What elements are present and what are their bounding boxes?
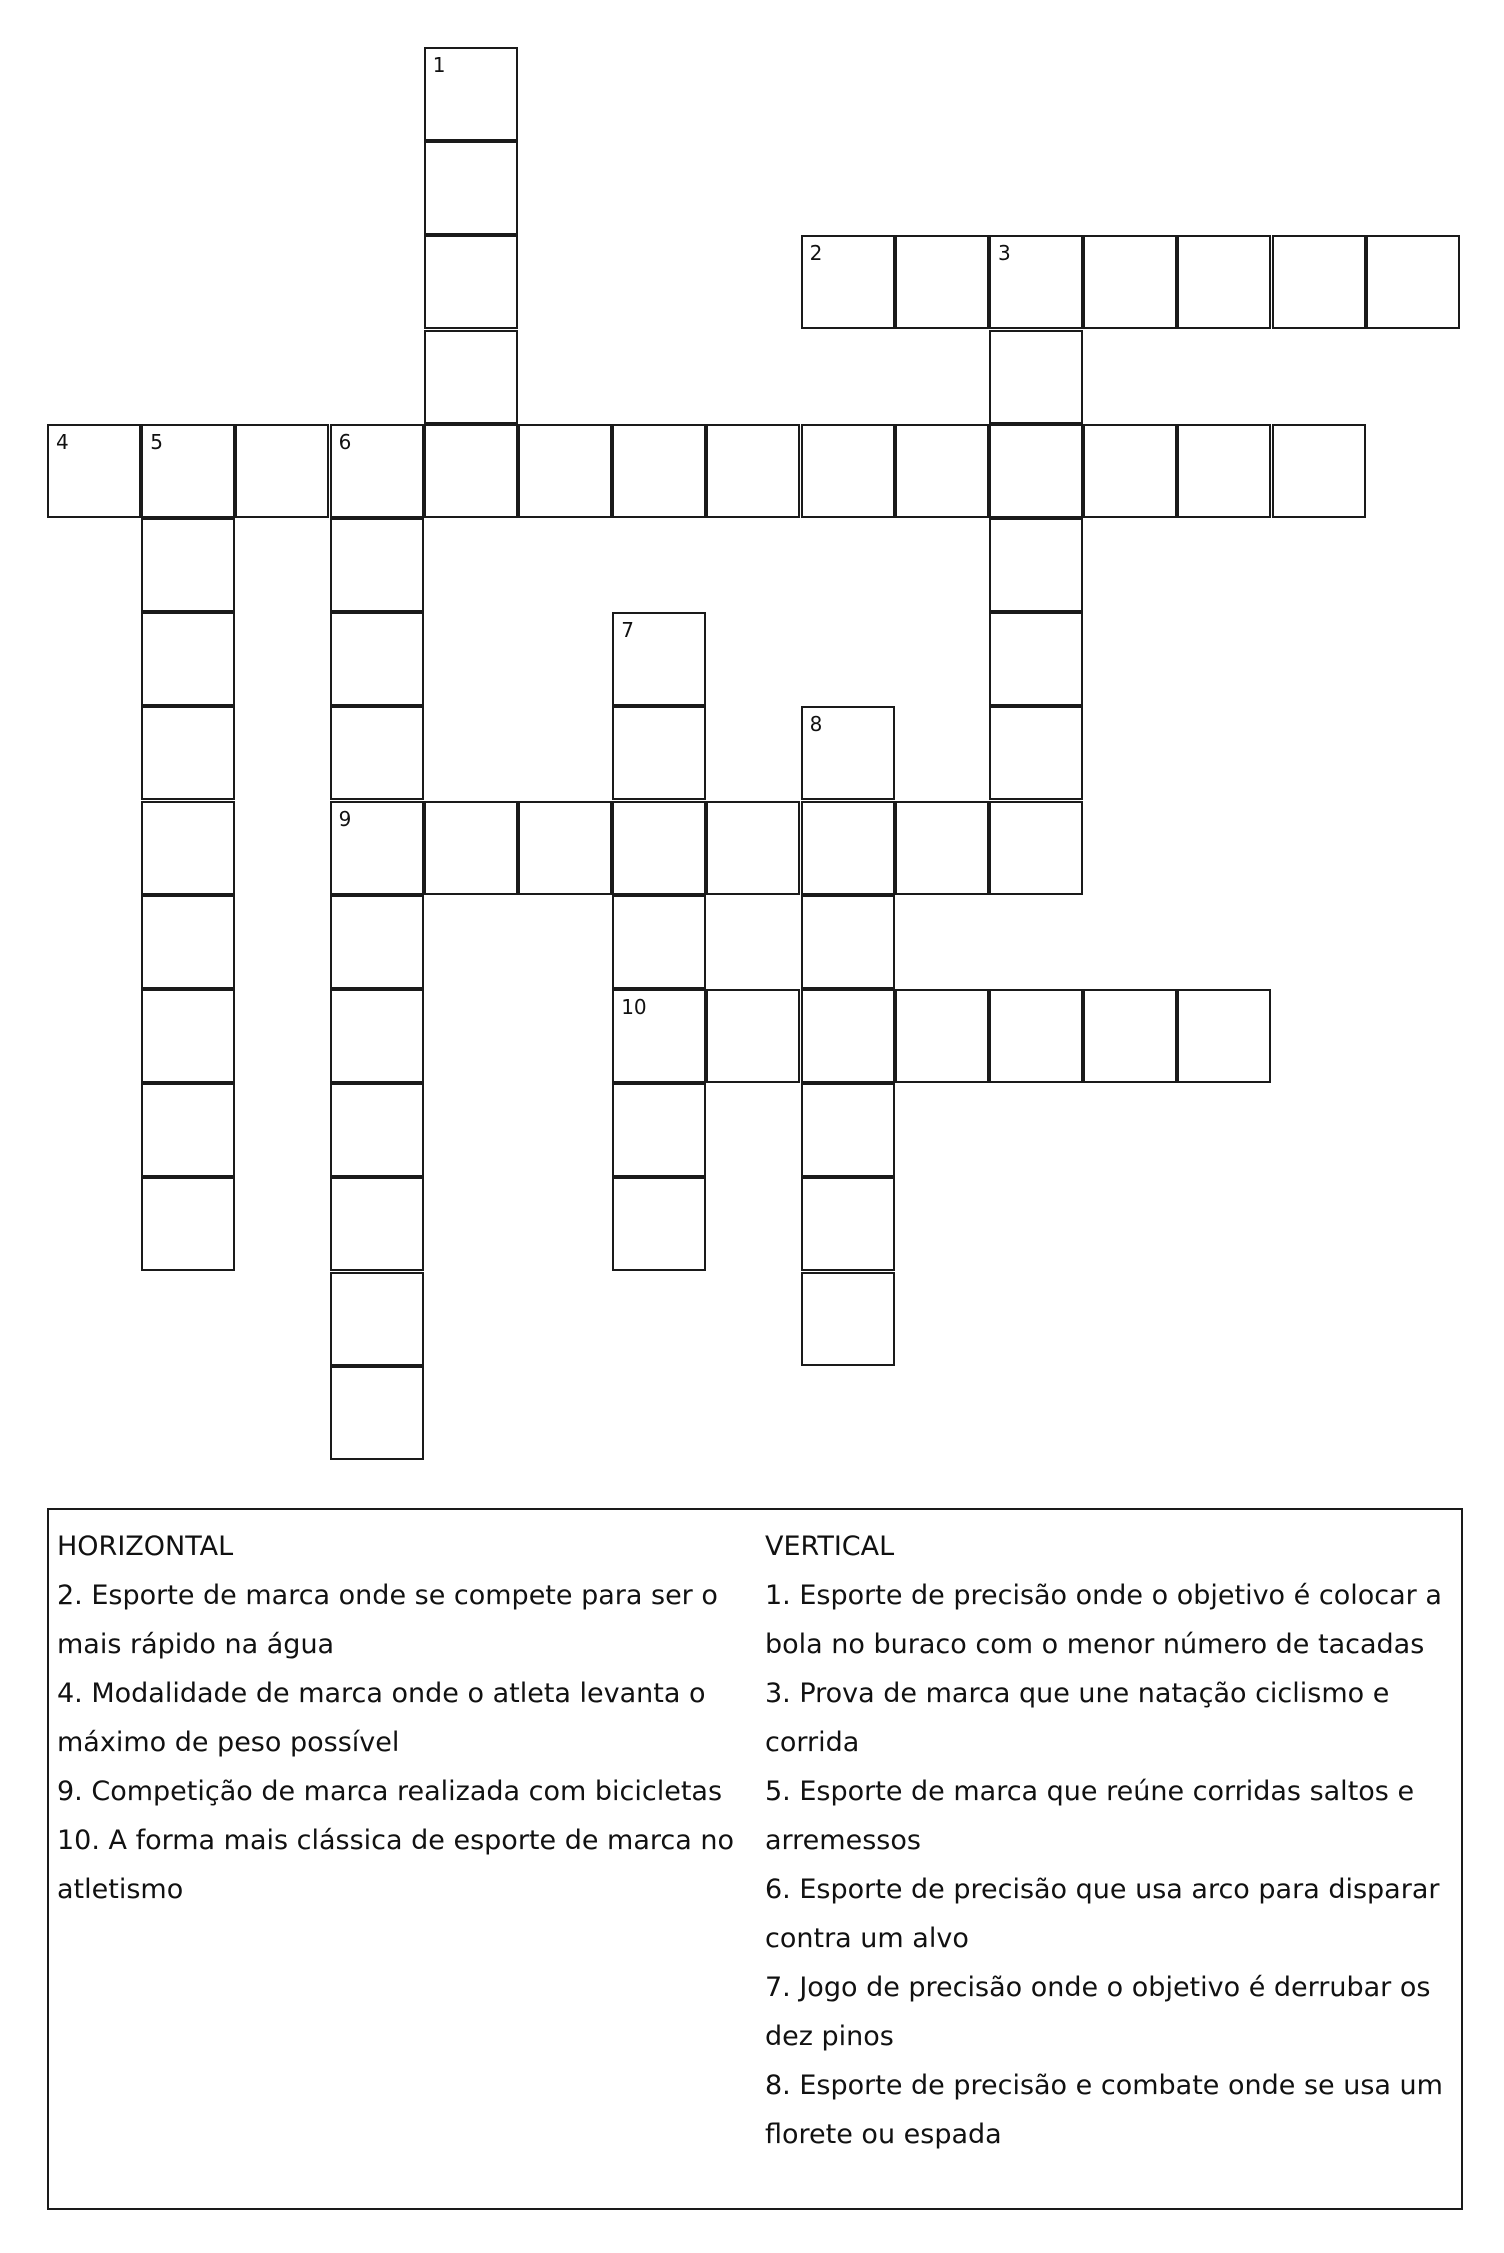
grid-cell[interactable] xyxy=(141,706,235,800)
horizontal-clues xyxy=(57,1522,757,1914)
clue-number: 6 xyxy=(338,429,352,454)
vertical-clue-8: 8. Esporte de precisão e combate onde se usa um florete ou espada xyxy=(765,2070,1443,2150)
grid-cell[interactable] xyxy=(612,1083,706,1177)
grid-cell[interactable] xyxy=(141,424,235,518)
grid-cell[interactable] xyxy=(330,1177,424,1271)
grid-cell[interactable] xyxy=(330,706,424,800)
vertical-clue-3: 3. Prova de marca que une natação ciclismo e corrida xyxy=(765,1678,1390,1758)
vertical-title: VERTICAL xyxy=(765,1531,895,1562)
grid-cell[interactable] xyxy=(895,989,989,1083)
clue-number: 9 xyxy=(338,806,352,831)
grid-cell[interactable] xyxy=(895,801,989,895)
grid-cell[interactable] xyxy=(1177,424,1271,518)
grid-cell[interactable] xyxy=(989,518,1083,612)
grid-cell[interactable] xyxy=(989,989,1083,1083)
grid-cell[interactable] xyxy=(612,424,706,518)
vertical-clues xyxy=(765,1522,1457,2159)
grid-cell[interactable] xyxy=(141,612,235,706)
grid-cell[interactable] xyxy=(424,330,518,424)
grid-cell[interactable] xyxy=(424,424,518,518)
clue-number: 8 xyxy=(809,712,823,737)
clue-number: 7 xyxy=(621,618,634,643)
grid-cell[interactable] xyxy=(141,518,235,612)
clue-number: 1 xyxy=(432,53,446,77)
grid-cell[interactable] xyxy=(1083,424,1177,518)
grid-cell[interactable] xyxy=(330,989,424,1083)
grid-cell[interactable] xyxy=(989,612,1083,706)
vertical-clue-1: 1. Esporte de precisão onde o objetivo é colocar a bola no buraco com o menor número de tacadas xyxy=(765,1580,1442,1660)
grid-cell[interactable] xyxy=(612,801,706,895)
grid-cell[interactable] xyxy=(1272,424,1366,518)
grid-cell[interactable] xyxy=(424,47,518,141)
grid-cell[interactable] xyxy=(989,801,1083,895)
grid-cell[interactable] xyxy=(801,895,895,989)
grid-cell[interactable] xyxy=(330,1366,424,1460)
vertical-clue-6: 6. Esporte de precisão que usa arco para disparar contra um alvo xyxy=(765,1874,1440,1954)
grid-cell[interactable] xyxy=(330,424,424,518)
grid-cell[interactable] xyxy=(801,989,895,1083)
grid-cell[interactable] xyxy=(330,1083,424,1177)
grid-cell[interactable] xyxy=(330,612,424,706)
grid-cell[interactable] xyxy=(141,895,235,989)
clue-number: 3 xyxy=(998,241,1011,266)
grid-cell[interactable] xyxy=(424,235,518,329)
grid-cell[interactable] xyxy=(989,330,1083,424)
vertical-clue-5: 5. Esporte de marca que reúne corridas saltos e arremessos xyxy=(765,1776,1415,1856)
grid-cell[interactable] xyxy=(612,1177,706,1271)
grid-cell[interactable] xyxy=(47,424,141,518)
horizontal-clue-9: 9. Competição de marca realizada com bicicletas xyxy=(57,1776,723,1807)
grid-cell[interactable] xyxy=(612,612,706,706)
grid-cell[interactable] xyxy=(895,424,989,518)
grid-cell[interactable] xyxy=(330,1272,424,1366)
clue-number: 5 xyxy=(150,429,163,454)
grid-cell[interactable] xyxy=(141,1177,235,1271)
grid-cell[interactable] xyxy=(801,801,895,895)
grid-cell[interactable] xyxy=(989,235,1083,329)
grid-cell[interactable] xyxy=(989,424,1083,518)
grid-cell[interactable] xyxy=(141,989,235,1083)
grid-cell[interactable] xyxy=(1366,235,1460,329)
grid-cell[interactable] xyxy=(141,801,235,895)
grid-cell[interactable] xyxy=(235,424,329,518)
grid-cell[interactable] xyxy=(424,801,518,895)
grid-cell[interactable] xyxy=(1083,235,1177,329)
grid-cell[interactable] xyxy=(1272,235,1366,329)
grid-cell[interactable] xyxy=(330,518,424,612)
grid-cell[interactable] xyxy=(706,989,800,1083)
horizontal-clue-2: 2. Esporte de marca onde se compete para ser o mais rápido na água xyxy=(57,1580,718,1660)
grid-cell[interactable] xyxy=(330,895,424,989)
clues-box xyxy=(47,1508,1463,2210)
grid-cell[interactable] xyxy=(1177,989,1271,1083)
grid-cell[interactable] xyxy=(612,895,706,989)
grid-cell[interactable] xyxy=(706,801,800,895)
grid-cell[interactable] xyxy=(424,141,518,235)
grid-cell[interactable] xyxy=(989,706,1083,800)
horizontal-title: HORIZONTAL xyxy=(57,1531,234,1562)
grid-cell[interactable] xyxy=(801,235,895,329)
clue-number: 10 xyxy=(621,995,647,1019)
grid-cell[interactable] xyxy=(518,424,612,518)
grid-cell[interactable] xyxy=(706,424,800,518)
grid-cell[interactable] xyxy=(1177,235,1271,329)
grid-cell[interactable] xyxy=(518,801,612,895)
grid-cell[interactable] xyxy=(801,1272,895,1366)
grid-cell[interactable] xyxy=(612,706,706,800)
grid-cell[interactable] xyxy=(895,235,989,329)
grid-cell[interactable] xyxy=(1083,989,1177,1083)
grid-cell[interactable] xyxy=(612,989,706,1083)
clue-number: 4 xyxy=(56,429,69,454)
grid-cell[interactable] xyxy=(801,1177,895,1271)
grid-cell[interactable] xyxy=(801,706,895,800)
horizontal-clue-10: 10. A forma mais clássica de esporte de marca no atletismo xyxy=(57,1825,734,1905)
grid-cell[interactable] xyxy=(801,1083,895,1177)
vertical-clue-7: 7. Jogo de precisão onde o objetivo é derrubar os dez pinos xyxy=(765,1972,1431,2052)
horizontal-clue-4: 4. Modalidade de marca onde o atleta levanta o máximo de peso possível xyxy=(57,1678,706,1758)
grid-cell[interactable] xyxy=(801,424,895,518)
clue-number: 2 xyxy=(809,241,823,266)
grid-cell[interactable] xyxy=(141,1083,235,1177)
grid-cell[interactable] xyxy=(330,801,424,895)
